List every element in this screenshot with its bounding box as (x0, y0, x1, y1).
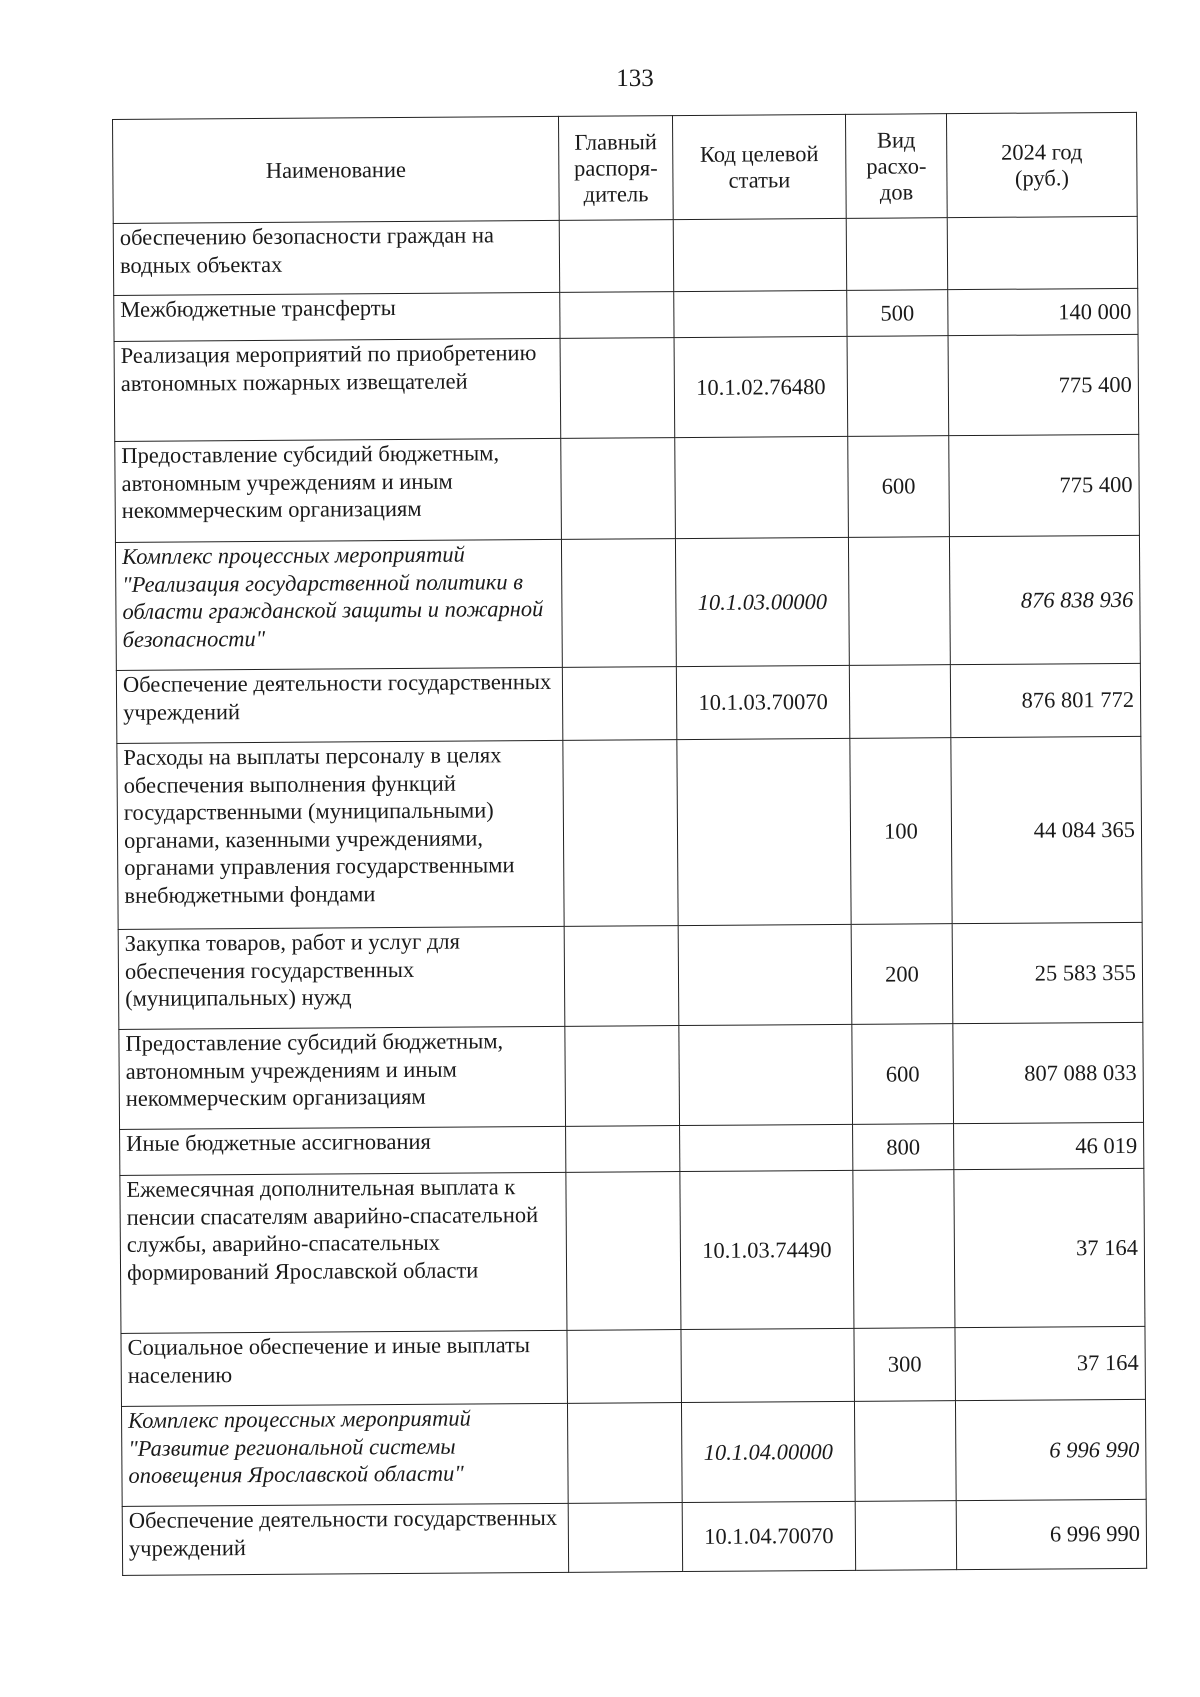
row-target-code (678, 924, 852, 1025)
budget-table-body (113, 216, 1146, 1575)
row-amount: 25 583 355 (952, 922, 1143, 1023)
row-amount: 775 400 (949, 434, 1140, 536)
header-amount: 2024 год (руб.) (946, 112, 1137, 217)
row-target-code (679, 1024, 853, 1125)
row-name: Комплекс процессных мероприятий "Развитие региональной системы оповещения Ярославской области" (121, 1403, 568, 1506)
row-name: Комплекс процессных мероприятий "Реализация государственной политики в области гражданской защиты и пожарной безопасности" (115, 539, 562, 670)
row-expense-type (854, 1401, 956, 1502)
row-expense-type: 600 (852, 1024, 954, 1125)
row-expense-type (846, 218, 948, 291)
row-target-code: 10.1.04.70070 (682, 1501, 855, 1571)
row-expense-type: 800 (853, 1124, 954, 1171)
row-amount: 37 164 (955, 1326, 1146, 1400)
table-row (121, 1399, 1146, 1506)
table-row (120, 1168, 1145, 1333)
table-row (121, 1326, 1145, 1406)
budget-table (112, 112, 1147, 1576)
row-amount: 140 000 (948, 288, 1138, 335)
row-target-code: 10.1.03.74490 (680, 1170, 854, 1329)
row-expense-type: 500 (847, 290, 948, 337)
row-target-code (675, 436, 849, 538)
row-expense-type (855, 1501, 956, 1571)
page-number: 133 (616, 65, 654, 92)
row-expense-type: 600 (848, 436, 950, 538)
table-row (113, 216, 1137, 295)
row-manager (566, 1172, 681, 1331)
row-amount (947, 216, 1137, 289)
table-row (117, 736, 1142, 929)
row-target-code (681, 1328, 855, 1402)
row-amount: 876 838 936 (949, 535, 1140, 664)
row-target-code: 10.1.03.00000 (675, 537, 849, 666)
row-manager (564, 926, 679, 1027)
table-row (115, 434, 1140, 542)
row-name: Закупка товаров, работ и услуг для обеспечения государственных (муниципальных) нужд (118, 926, 565, 1029)
table-row (118, 922, 1143, 1029)
header-row (113, 112, 1138, 223)
table-row (120, 1122, 1144, 1175)
row-target-code: 10.1.02.76480 (674, 336, 848, 437)
row-target-code (677, 738, 851, 925)
table-row (122, 1499, 1146, 1575)
row-expense-type (848, 537, 950, 666)
header-manager: Главный распоря- дитель (558, 116, 673, 221)
row-amount: 6 996 990 (956, 1499, 1146, 1569)
row-manager (565, 1026, 680, 1127)
row-name: обеспечению безопасности граждан на водных объектах (113, 220, 559, 295)
document-sheet (112, 112, 1146, 1576)
row-target-code (680, 1124, 853, 1171)
row-amount: 775 400 (948, 334, 1139, 435)
row-expense-type: 100 (850, 738, 952, 925)
row-manager (560, 292, 674, 339)
row-manager (567, 1403, 682, 1504)
row-manager (567, 1330, 682, 1404)
row-expense-type (853, 1170, 955, 1329)
row-manager (566, 1126, 680, 1173)
row-expense-type: 300 (854, 1328, 956, 1402)
row-name: Обеспечение деятельности государственных учреждений (116, 667, 562, 743)
row-name: Расходы на выплаты персоналу в целях обеспечения выполнения функций государственными (муниципальными) органами, казенными учреждениями, органами управления государственными внебюджетными фондами (117, 740, 564, 929)
row-name: Ежемесячная дополнительная выплата к пенсии спасателям аварийно-спасательной службы, аварийно-спасательных формирований Ярославской области (120, 1172, 567, 1333)
row-name: Иные бюджетные ассигнования (120, 1126, 566, 1175)
row-amount: 807 088 033 (953, 1022, 1144, 1123)
table-row (116, 663, 1140, 743)
row-target-code (674, 290, 847, 337)
row-name: Предоставление субсидий бюджетным, автономным учреждениям и иным некоммерческим организациям (119, 1026, 566, 1129)
row-manager (563, 740, 678, 927)
row-amount: 44 084 365 (951, 736, 1142, 923)
row-target-code: 10.1.03.70070 (676, 665, 850, 739)
row-expense-type (847, 336, 949, 437)
row-manager (561, 438, 676, 540)
table-row (115, 535, 1140, 670)
row-target-code (673, 218, 846, 291)
table-row (114, 334, 1139, 441)
row-manager (560, 338, 675, 439)
row-manager (561, 539, 676, 668)
row-amount: 46 019 (954, 1122, 1144, 1169)
header-expense-type: Вид расхо- дов (845, 114, 947, 219)
row-expense-type (849, 665, 951, 739)
row-manager (559, 220, 673, 293)
table-row (114, 288, 1138, 341)
header-name: Наименование (113, 116, 560, 223)
row-expense-type: 200 (851, 924, 953, 1025)
row-name: Межбюджетные трансферты (114, 292, 560, 341)
header-target-code: Код целевой статьи (672, 114, 846, 219)
row-name: Реализация мероприятий по приобретению автономных пожарных извещателей (114, 338, 561, 441)
row-manager (568, 1503, 682, 1573)
row-name: Социальное обеспечение и иные выплаты населению (121, 1330, 567, 1406)
row-amount: 876 801 772 (950, 663, 1141, 737)
row-target-code: 10.1.04.00000 (681, 1401, 855, 1502)
row-amount: 6 996 990 (955, 1399, 1146, 1500)
row-amount: 37 164 (954, 1168, 1145, 1327)
row-manager (562, 667, 677, 741)
row-name: Обеспечение деятельности государственных учреждений (122, 1503, 568, 1575)
row-name: Предоставление субсидий бюджетным, автономным учреждениям и иным некоммерческим организациям (115, 438, 562, 542)
table-row (119, 1022, 1144, 1129)
